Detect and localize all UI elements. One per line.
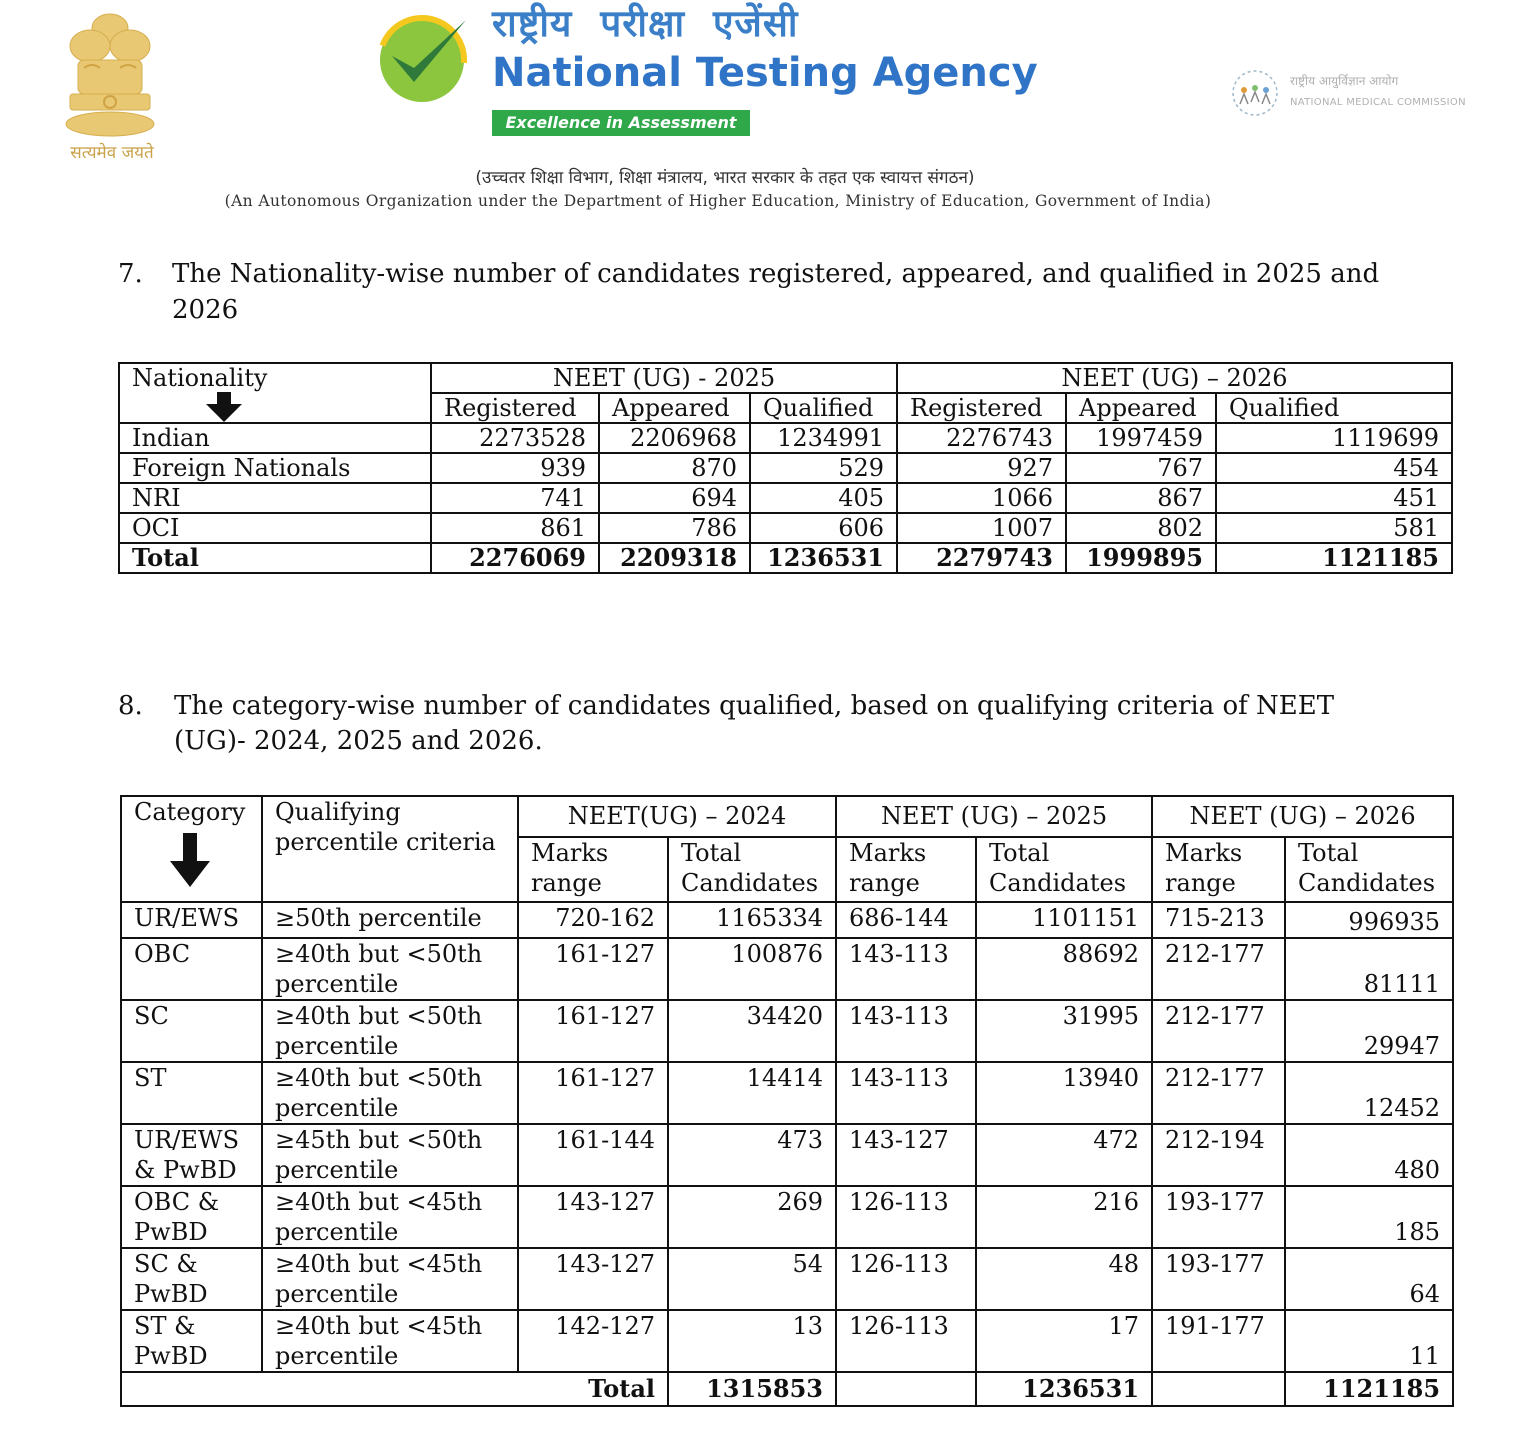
- cell: 48: [976, 1248, 1152, 1310]
- cell: 1165334: [668, 902, 836, 938]
- cell: 269: [668, 1186, 836, 1248]
- criteria-cell: ≥40th but <50th percentile: [262, 1062, 518, 1124]
- col-header-marks: Marks range: [518, 837, 668, 902]
- table-row: [121, 1124, 1453, 1186]
- cell: 1119699: [1216, 423, 1452, 453]
- col-header-total: Total Candidates: [1285, 837, 1453, 902]
- cell: 143-113: [836, 1000, 976, 1062]
- table-row: [119, 483, 1452, 513]
- nationality-label: Nationality: [132, 364, 268, 392]
- col-header: Appeared: [599, 393, 750, 423]
- row-label: Foreign Nationals: [119, 453, 431, 483]
- total-cell: 1236531: [750, 543, 897, 573]
- total-cell: 1121185: [1216, 543, 1452, 573]
- cell: 14414: [668, 1062, 836, 1124]
- total-label: Total: [121, 1372, 668, 1406]
- cell: 1101151: [976, 902, 1152, 938]
- cell: 454: [1216, 453, 1452, 483]
- category-cell: ST: [121, 1062, 262, 1124]
- section-title-line1: The Nationality-wise number of candidates registered, appeared, and qualified in 2025 and: [172, 259, 1380, 289]
- cell: 694: [599, 483, 750, 513]
- org-name: National Testing Agency: [492, 50, 1038, 96]
- cell: 143-113: [836, 1062, 976, 1124]
- cell: 34420: [668, 1000, 836, 1062]
- org-name-hindi: राष्ट्रीय परीक्षा एजेंसी: [492, 2, 799, 45]
- category-cell: OBC & PwBD: [121, 1186, 262, 1248]
- empty-cell: [836, 1372, 976, 1406]
- cell: 212-194: [1152, 1124, 1285, 1186]
- cell: 212-177: [1152, 1062, 1285, 1124]
- cell: 142-127: [518, 1310, 668, 1372]
- cell: 1997459: [1066, 423, 1216, 453]
- row-label: NRI: [119, 483, 431, 513]
- col-header-marks: Marks range: [836, 837, 976, 902]
- cell: 529: [750, 453, 897, 483]
- cell: 927: [897, 453, 1066, 483]
- group-header-2025: NEET (UG) - 2025: [431, 363, 897, 393]
- cell: 191-177: [1152, 1310, 1285, 1372]
- cell: 161-144: [518, 1124, 668, 1186]
- cell: 185: [1285, 1186, 1453, 1248]
- section-7-heading: [118, 256, 1458, 336]
- cell: 12452: [1285, 1062, 1453, 1124]
- tagline: Excellence in Assessment: [492, 110, 750, 136]
- cell: 2276743: [897, 423, 1066, 453]
- section-number: 7.: [118, 259, 143, 289]
- cell: 581: [1216, 513, 1452, 543]
- cell: 13940: [976, 1062, 1152, 1124]
- nationality-header: [119, 363, 431, 423]
- cell: 126-113: [836, 1186, 976, 1248]
- group-header-2025: NEET (UG) – 2025: [836, 796, 1152, 837]
- table-row: [121, 1310, 1453, 1372]
- cell: 2273528: [431, 423, 599, 453]
- cell: 802: [1066, 513, 1216, 543]
- group-header-2026: NEET (UG) – 2026: [897, 363, 1452, 393]
- nationality-table: [118, 362, 1453, 574]
- criteria-cell: ≥40th but <45th percentile: [262, 1186, 518, 1248]
- nmc-name: NATIONAL MEDICAL COMMISSION: [1290, 97, 1466, 108]
- table-row: [121, 1186, 1453, 1248]
- category-cell: UR/EWS: [121, 902, 262, 938]
- total-cell: 2209318: [599, 543, 750, 573]
- criteria-cell: ≥45th but <50th percentile: [262, 1124, 518, 1186]
- table-row: [119, 513, 1452, 543]
- cell: 720-162: [518, 902, 668, 938]
- col-header-total: Total Candidates: [976, 837, 1152, 902]
- cell: 88692: [976, 938, 1152, 1000]
- cell: 143-127: [518, 1248, 668, 1310]
- cell: 54: [668, 1248, 836, 1310]
- cell: 193-177: [1152, 1248, 1285, 1310]
- total-cell: 1121185: [1285, 1372, 1453, 1406]
- cell: 161-127: [518, 938, 668, 1000]
- section-title-line1: The category-wise number of candidates qualified, based on qualifying criteria of NEET: [174, 691, 1335, 721]
- table-row: [121, 938, 1453, 1000]
- cell: 216: [976, 1186, 1152, 1248]
- cell: 31995: [976, 1000, 1152, 1062]
- cell: 686-144: [836, 902, 976, 938]
- cell: 29947: [1285, 1000, 1453, 1062]
- criteria-cell: ≥40th but <45th percentile: [262, 1310, 518, 1372]
- col-header-marks: Marks range: [1152, 837, 1285, 902]
- cell: 126-113: [836, 1310, 976, 1372]
- criteria-cell: ≥40th but <45th percentile: [262, 1248, 518, 1310]
- table-row: [121, 1000, 1453, 1062]
- cell: 715-213: [1152, 902, 1285, 938]
- cell: 867: [1066, 483, 1216, 513]
- col-header-total: Total Candidates: [668, 837, 836, 902]
- col-header: Qualified: [1216, 393, 1452, 423]
- cell: 939: [431, 453, 599, 483]
- col-header: Registered: [897, 393, 1066, 423]
- cell: 472: [976, 1124, 1152, 1186]
- table-row: [121, 1062, 1453, 1124]
- criteria-header: Qualifying percentile criteria: [262, 796, 518, 902]
- col-header: Registered: [431, 393, 599, 423]
- cell: 64: [1285, 1248, 1453, 1310]
- section-title-line2: (UG)- 2024, 2025 and 2026.: [174, 726, 543, 756]
- category-cell: SC & PwBD: [121, 1248, 262, 1310]
- criteria-cell: ≥40th but <50th percentile: [262, 938, 518, 1000]
- cell: 767: [1066, 453, 1216, 483]
- table-row: [119, 423, 1452, 453]
- cell: 741: [431, 483, 599, 513]
- cell: 1007: [897, 513, 1066, 543]
- emblem-motto: सत्यमेव जयते: [70, 143, 154, 163]
- cell: 606: [750, 513, 897, 543]
- cell: 212-177: [1152, 938, 1285, 1000]
- cell: 161-127: [518, 1000, 668, 1062]
- cell: 161-127: [518, 1062, 668, 1124]
- cell: 451: [1216, 483, 1452, 513]
- nmc-name-hindi: राष्ट्रीय आयुर्विज्ञान आयोग: [1290, 74, 1399, 88]
- criteria-cell: ≥40th but <50th percentile: [262, 1000, 518, 1062]
- cell: 1066: [897, 483, 1066, 513]
- category-cell: SC: [121, 1000, 262, 1062]
- table-row: [121, 1248, 1453, 1310]
- cell: 143-113: [836, 938, 976, 1000]
- cell: 1234991: [750, 423, 897, 453]
- arrow-down-icon: [204, 392, 244, 422]
- cell: 126-113: [836, 1248, 976, 1310]
- row-label: OCI: [119, 513, 431, 543]
- col-header: Qualified: [750, 393, 897, 423]
- cell: 786: [599, 513, 750, 543]
- category-header: [121, 796, 262, 902]
- cell: 480: [1285, 1124, 1453, 1186]
- total-row: [119, 543, 1452, 573]
- nmc-logo-icon: [1230, 60, 1280, 126]
- total-cell: 2276069: [431, 543, 599, 573]
- cell: 2206968: [599, 423, 750, 453]
- cell: 143-127: [836, 1124, 976, 1186]
- section-number: 8.: [118, 691, 143, 721]
- criteria-cell: ≥50th percentile: [262, 902, 518, 938]
- cell: 861: [431, 513, 599, 543]
- category-label: Category: [134, 798, 246, 826]
- total-label: Total: [119, 543, 431, 573]
- arrow-down-icon: [168, 833, 212, 887]
- table-row: [121, 902, 1453, 938]
- group-header-2024: NEET(UG) – 2024: [518, 796, 836, 837]
- cell: 870: [599, 453, 750, 483]
- cell: 100876: [668, 938, 836, 1000]
- subtitle-english: (An Autonomous Organization under the Department of Higher Education, Ministry of Education, Government of India): [224, 192, 1212, 210]
- category-cell: UR/EWS & PwBD: [121, 1124, 262, 1186]
- cell: 11: [1285, 1310, 1453, 1372]
- category-table: [120, 795, 1454, 1407]
- empty-cell: [1152, 1372, 1285, 1406]
- nta-logo-icon: [374, 12, 474, 104]
- total-cell: 1315853: [668, 1372, 836, 1406]
- cell: 13: [668, 1310, 836, 1372]
- cell: 212-177: [1152, 1000, 1285, 1062]
- total-cell: 1999895: [1066, 543, 1216, 573]
- cell: 405: [750, 483, 897, 513]
- section-8-heading: [118, 688, 1458, 764]
- category-cell: ST & PwBD: [121, 1310, 262, 1372]
- row-label: Indian: [119, 423, 431, 453]
- subtitle-hindi: (उच्चतर शिक्षा विभाग, शिक्षा मंत्रालय, भारत सरकार के तहत एक स्वायत्त संगठन): [475, 168, 975, 188]
- section-title-line2: 2026: [172, 295, 239, 325]
- cell: 473: [668, 1124, 836, 1186]
- cell: 996935: [1285, 902, 1453, 938]
- cell: 81111: [1285, 938, 1453, 1000]
- col-header: Appeared: [1066, 393, 1216, 423]
- total-cell: 2279743: [897, 543, 1066, 573]
- table-row: [119, 453, 1452, 483]
- cell: 193-177: [1152, 1186, 1285, 1248]
- total-row: [121, 1372, 1453, 1406]
- cell: 143-127: [518, 1186, 668, 1248]
- group-header-2026: NEET (UG) – 2026: [1152, 796, 1453, 837]
- total-cell: 1236531: [976, 1372, 1152, 1406]
- category-cell: OBC: [121, 938, 262, 1000]
- cell: 17: [976, 1310, 1152, 1372]
